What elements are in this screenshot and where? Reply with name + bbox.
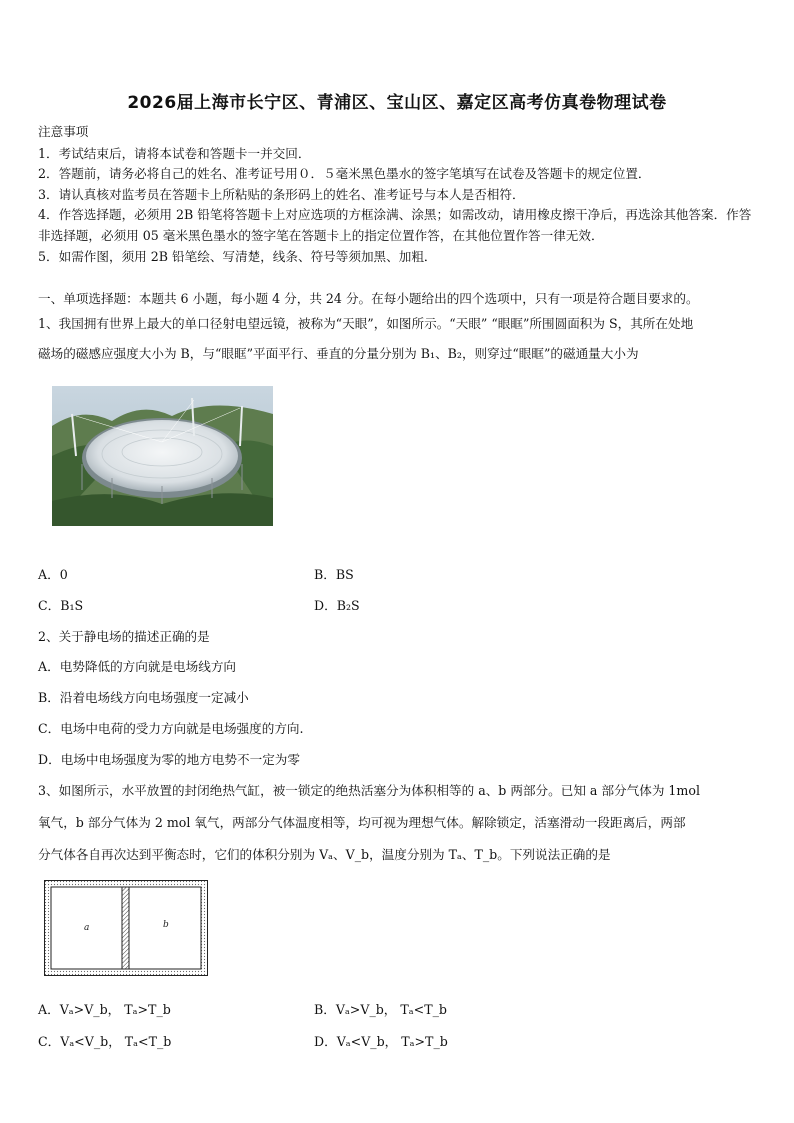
notice-item-4: 4．作答选择题，必须用 2B 铅笔将答题卡上对应选项的方框涂满、涂黑；如需改动，请用橡皮擦干净后，再选涂其他答案．作答非选择题，必须用 05 毫米黑色墨水的签字笔在答题卡上的指定位置作答，在其他位置作答一律无效． bbox=[38, 207, 752, 243]
telescope-image bbox=[52, 386, 273, 526]
cylinder-diagram bbox=[44, 880, 209, 976]
q1-option-c: C．B₁S bbox=[38, 598, 84, 613]
telescope-photo bbox=[52, 386, 273, 526]
cylinder-svg bbox=[44, 880, 209, 976]
q1-option-b: B．BS bbox=[314, 567, 354, 582]
section-heading: 一、单项选择题：本题共 6 小题，每小题 4 分，共 24 分。在每小题给出的四个选项中，只有一项是符合题目要求的。 bbox=[38, 291, 699, 306]
q2-stem: 2、关于静电场的描述正确的是 bbox=[38, 629, 210, 644]
q1-stem-line2: 磁场的磁感应强度大小为 B，与“眼眶”平面平行、垂直的分量分别为 B₁、B₂，则穿过“眼眶”的磁通量大小为 bbox=[38, 346, 639, 361]
exam-title: 2026届上海市长宁区、青浦区、宝山区、嘉定区高考仿真卷物理试卷 bbox=[127, 93, 667, 113]
q3-option-c: C．Vₐ<V_b， Tₐ<T_b bbox=[38, 1034, 172, 1049]
q3-option-b: B．Vₐ>V_b， Tₐ<T_b bbox=[314, 1002, 447, 1017]
q3-stem-line3: 分气体各自再次达到平衡态时，它们的体积分别为 Vₐ、V_b，温度分别为 Tₐ、T_b。下列说法正确的是 bbox=[38, 847, 611, 862]
q2-option-a: A．电势降低的方向就是电场线方向 bbox=[38, 659, 237, 674]
q2-option-d: D．电场中电场强度为零的地方电势不一定为零 bbox=[38, 752, 300, 767]
q3-option-d: D．Vₐ<V_b， Tₐ>T_b bbox=[314, 1034, 448, 1049]
q2-option-c: C．电场中电荷的受力方向就是电场强度的方向. bbox=[38, 721, 304, 736]
notice-item-3: 3．请认真核对监考员在答题卡上所粘贴的条形码上的姓名、准考证号与本人是否相符． bbox=[38, 187, 525, 202]
notice-item-5: 5．如需作图，须用 2B 铅笔绘、写清楚，线条、符号等须加黑、加粗． bbox=[38, 249, 437, 264]
notice-heading: 注意事项 bbox=[38, 124, 89, 139]
notice-item-1: 1．考试结束后，请将本试卷和答题卡一并交回． bbox=[38, 146, 311, 161]
chamber-b-label: b bbox=[163, 920, 169, 930]
notice-item-2: 2．答题前，请务必将自己的姓名、准考证号用０．５毫米黑色墨水的签字笔填写在试卷及答题卡的规定位置． bbox=[38, 166, 651, 181]
q1-option-a: A．0 bbox=[38, 567, 68, 582]
q3-stem-line1: 3、如图所示，水平放置的封闭绝热气缸，被一锁定的绝热活塞分为体积相等的 a、b 两部分。已知 a 部分气体为 1mol bbox=[38, 783, 700, 798]
q3-stem-line2: 氧气，b 部分气体为 2 mol 氧气，两部分气体温度相等，均可视为理想气体。解除锁定，活塞滑动一段距离后，两部 bbox=[38, 815, 686, 830]
q3-option-a: A．Vₐ>V_b， Tₐ>T_b bbox=[38, 1002, 171, 1017]
q1-stem-line1: 1、我国拥有世界上最大的单口径射电望远镜，被称为“天眼”，如图所示。“天眼” “眼眶”所围圆面积为 S，其所在处地 bbox=[38, 316, 694, 331]
chamber-a-label: a bbox=[84, 923, 90, 933]
q1-option-d: D．B₂S bbox=[314, 598, 360, 613]
q2-option-b: B．沿着电场线方向电场强度一定减小 bbox=[38, 690, 249, 705]
